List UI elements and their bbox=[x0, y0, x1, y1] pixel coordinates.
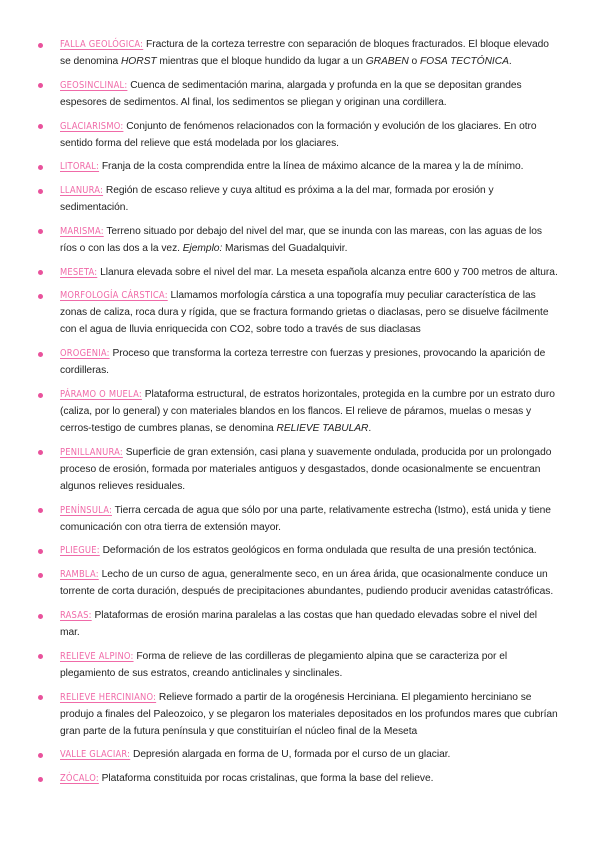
glossary-entry bbox=[46, 118, 559, 152]
glossary-definition: Proceso que transforma la corteza terrestre con fuerzas y presiones, provocando la aparición de cordilleras. bbox=[60, 348, 546, 377]
glossary-term: PENÍNSULA: bbox=[60, 504, 112, 516]
glossary-entry bbox=[46, 648, 559, 682]
glossary-entry bbox=[46, 345, 559, 379]
glossary-definition: . bbox=[508, 56, 512, 68]
glossary-definition: Marismas del Guadalquivir. bbox=[222, 242, 348, 254]
glossary-definition: Plataforma estructural, de estratos horizontales, protegida en la cumbre por un estrato duro (caliza, por lo general) y con materiales blandos en los flancos. El relieve de páramos, muelas o mesas y cerros-testigo de cumbres planas, se denomina bbox=[60, 388, 555, 435]
glossary-entry bbox=[46, 770, 559, 787]
glossary-term: PLIEGUE: bbox=[60, 545, 100, 557]
glossary-term: FALLA GEOLÓGICA: bbox=[60, 39, 144, 50]
glossary-term: GEOSINCLINAL: bbox=[60, 79, 128, 91]
glossary-list bbox=[46, 36, 559, 787]
glossary-term: LITORAL: bbox=[60, 161, 100, 173]
glossary-entry bbox=[46, 158, 559, 175]
glossary-definition: . bbox=[368, 423, 372, 435]
glossary-definition-emphasis: HORST bbox=[120, 56, 157, 68]
glossary-term: RASAS: bbox=[60, 609, 92, 621]
glossary-definition-emphasis: GRABEN bbox=[365, 56, 409, 68]
glossary-definition: Forma de relieve de las cordilleras de plegamiento alpina que se caracteriza por el plegamiento de sus estratos, creando anticlinales y sinclinales. bbox=[60, 650, 508, 679]
glossary-term: RELIEVE HERCINIANO: bbox=[60, 691, 157, 703]
glossary-entry bbox=[46, 444, 559, 495]
glossary-entry bbox=[46, 182, 559, 216]
glossary-entry bbox=[46, 542, 559, 559]
glossary-definition: Terreno situado por debajo del nivel del mar, que se inunda con las mareas, con las aguas de los ríos o con las dos a la vez. bbox=[60, 225, 542, 254]
glossary-definition: Tierra cercada de agua que sólo por una parte, relativamente estrecha (Istmo), está unida y tiene comunicación con otra tierra de extensión mayor. bbox=[60, 504, 551, 533]
glossary-definition: Cuenca de sedimentación marina, alargada y profunda en la que se depositan grandes espesores de sedimentos. Al final, los sedimentos se pliegan y originan una cordillera. bbox=[60, 79, 522, 108]
glossary-definition: Superficie de gran extensión, casi plana y suavemente ondulada, producida por un prolongado proceso de erosión, formada por materiales antiguos y desgastados, donde ocasionalmente se encuentran algunos relieves residuales. bbox=[60, 446, 552, 492]
glossary-definition: Plataforma constituida por rocas cristalinas, que forma la base del relieve. bbox=[98, 773, 434, 785]
glossary-term: ZÓCALO: bbox=[60, 773, 99, 785]
glossary-definition: o bbox=[408, 56, 420, 68]
glossary-definition: Conjunto de fenómenos relacionados con la formación y evolución de los glaciares. En otro sentido forma del relieve que está modelada por los glaciares. bbox=[60, 120, 537, 149]
glossary-term: GLACIARISMO: bbox=[60, 120, 124, 132]
glossary-definition-emphasis: FOSA TECTÓNICA bbox=[419, 56, 509, 68]
glossary-definition: Llanura elevada sobre el nivel del mar. La meseta española alcanza entre 600 y 700 metros de altura. bbox=[97, 266, 558, 278]
glossary-term: PÁRAMO O MUELA: bbox=[60, 388, 142, 400]
glossary-term: MESETA: bbox=[60, 266, 98, 278]
glossary-definition-emphasis: Ejemplo: bbox=[182, 242, 223, 254]
glossary-definition: Relieve formado a partir de la orogénesis Herciniana. El plegamiento herciniano se produjo a finales del Paleozoico, y se plegaron los materiales depositados en los profundos mares que cubrían gran parte de la futura península y que constituirían el núcleo final de la Meseta bbox=[60, 691, 558, 737]
glossary-entry bbox=[46, 607, 559, 641]
glossary-term: VALLE GLACIAR: bbox=[60, 749, 131, 761]
glossary-term: RAMBLA: bbox=[60, 569, 99, 581]
glossary-term: LLANURA: bbox=[60, 185, 104, 197]
glossary-term: PENILLANURA: bbox=[60, 446, 123, 458]
glossary-entry bbox=[46, 223, 559, 257]
glossary-entry bbox=[46, 77, 559, 111]
glossary-definition: Lecho de un curso de agua, generalmente seco, en un área árida, que ocasionalmente conduce un torrente de corta duración, después de precipitaciones abundantes, pudiendo producir avenidas catastróficas. bbox=[60, 569, 554, 598]
glossary-entry bbox=[46, 264, 559, 281]
glossary-definition: Depresión alargada en forma de U, formada por el curso de un glaciar. bbox=[130, 749, 451, 761]
glossary-definition: Plataformas de erosión marina paralelas a las costas que han quedado elevadas sobre el nivel del mar. bbox=[60, 609, 537, 639]
glossary-entry bbox=[46, 36, 559, 70]
glossary-entry bbox=[46, 287, 559, 338]
glossary-definition: mientras que el bloque hundido da lugar a un bbox=[156, 56, 366, 68]
glossary-term: RELIEVE ALPINO: bbox=[60, 650, 134, 662]
glossary-term: OROGENIA: bbox=[60, 348, 110, 360]
glossary-entry bbox=[46, 746, 559, 763]
glossary-term: MORFOLOGÍA CÁRSTICA: bbox=[60, 290, 168, 302]
glossary-entry bbox=[46, 502, 559, 536]
glossary-entry bbox=[46, 386, 559, 437]
glossary-entry bbox=[46, 566, 559, 600]
glossary-definition: Deformación de los estratos geológicos en forma ondulada que resulta de una presión tectónica. bbox=[99, 545, 537, 557]
glossary-definition: Franja de la costa comprendida entre la línea de máximo alcance de la marea y la de mínimo. bbox=[99, 161, 524, 173]
glossary-entry bbox=[46, 689, 559, 740]
glossary-definition: Llamamos morfología cárstica a una topografía muy peculiar característica de las zonas de caliza, roca dura y rígida, que se fractura formando grietas o diaclasas, pero se disuelve fácilmente con el agua de lluvia enriquecida con CO2, sobre todo a través de sus diaclasas bbox=[60, 290, 549, 336]
glossary-definition: Región de escaso relieve y cuya altitud es próxima a la del mar, formada por erosión y sedimentación. bbox=[60, 185, 494, 214]
glossary-definition-emphasis: RELIEVE TABULAR bbox=[276, 423, 369, 435]
glossary-definition: Fractura de la corteza terrestre con separación de bloques fracturados. El bloque elevado se denomina bbox=[60, 39, 549, 68]
glossary-term: MARISMA: bbox=[60, 225, 104, 237]
